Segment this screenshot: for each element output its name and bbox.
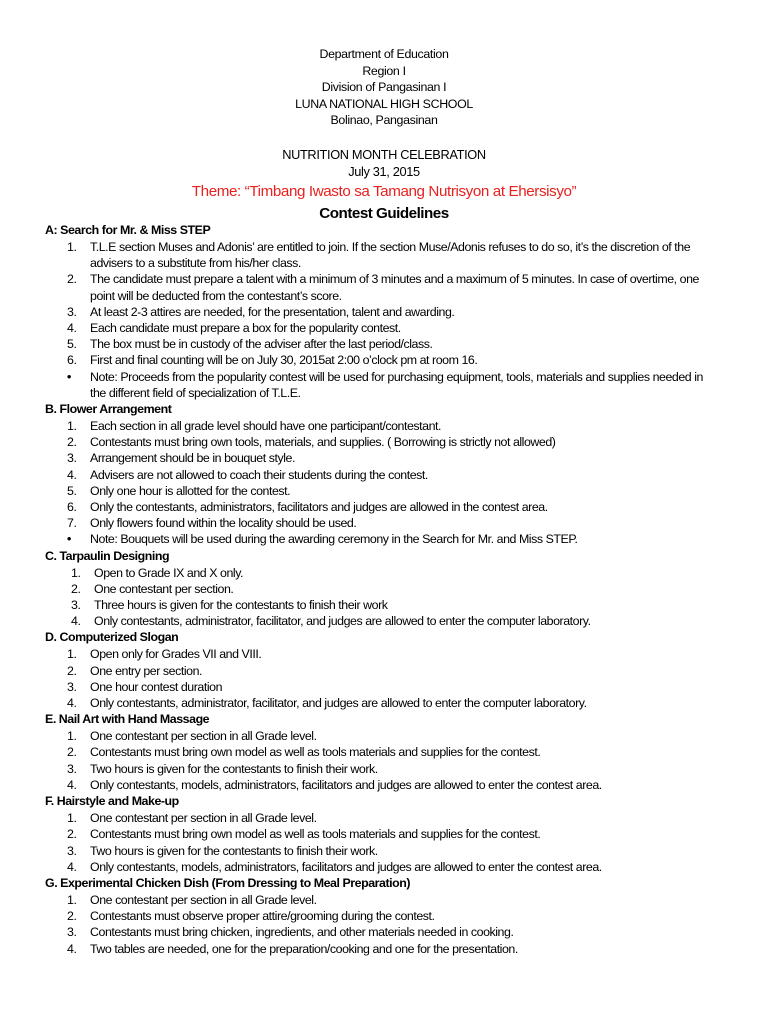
list-item (45, 531, 720, 547)
item-text: Contestants must bring own tools, materials, and supplies. ( Borrowing is strictly not allowed) (90, 435, 556, 450)
list-item (45, 924, 720, 940)
event-title: NUTRITION MONTH CELEBRATION (282, 147, 486, 162)
item-text: T.L.E section Muses and Adonis’ are entitled to join. If the section Muse/Adonis refuses to do so, it’s the discretion of the advisers to a substitute from his/her class. (90, 240, 691, 271)
item-text: Two hours is given for the contestants to finish their work. (90, 843, 378, 858)
item-number: 1. (67, 647, 77, 662)
list-item (45, 843, 720, 859)
list-item (45, 695, 720, 711)
item-text: Each candidate must prepare a box for the popularity contest. (90, 321, 401, 336)
section-title: E. Nail Art with Hand Massage (45, 712, 210, 727)
item-number: 3. (67, 679, 77, 694)
guideline-section (45, 222, 745, 401)
item-number: 2. (67, 745, 77, 760)
list-item (45, 499, 720, 515)
section-title: D. Computerized Slogan (45, 630, 179, 645)
item-number: 5. (67, 337, 77, 352)
item-number: 2. (67, 272, 77, 287)
item-text: Contestants must observe proper attire/grooming during the contest. (90, 909, 435, 924)
item-text: Only contestants, administrator, facilitator, and judges are allowed to enter the computer laboratory. (94, 614, 591, 629)
list-item (45, 761, 720, 777)
guideline-section (45, 401, 745, 548)
item-number: 1. (67, 729, 77, 744)
item-text: Contestants must bring chicken, ingredients, and other materials needed in cooking. (90, 925, 514, 940)
list-item (45, 239, 720, 271)
item-number: 2. (67, 909, 77, 924)
item-text: Each section in all grade level should have one participant/contestant. (90, 419, 442, 434)
item-text: One contestant per section in all Grade level. (90, 892, 317, 907)
list-item (45, 646, 720, 662)
list-item (45, 908, 720, 924)
list-item (45, 941, 720, 957)
item-text: Only contestants, administrator, facilitator, and judges are allowed to enter the computer laboratory. (90, 696, 587, 711)
item-text: Three hours is given for the contestants to finish their work (94, 598, 388, 613)
item-number: 2. (67, 435, 77, 450)
item-text: Two hours is given for the contestants to finish their work. (90, 761, 378, 776)
item-text: At least 2-3 attires are needed, for the presentation, talent and awarding. (90, 304, 455, 319)
item-number: 6. (67, 500, 77, 515)
item-text: Open to Grade IX and X only. (94, 565, 244, 580)
item-number: 4. (67, 859, 77, 874)
list-item (45, 597, 724, 613)
item-number: 2. (71, 581, 81, 596)
list-item (45, 679, 720, 695)
section-title: A: Search for Mr. & Miss STEP (45, 223, 211, 237)
item-text: Only contestants, models, administrators, facilitators and judges are allowed to enter the contest area. (90, 859, 602, 874)
item-text: Note: Bouquets will be used during the awarding ceremony in the Search for Mr. and Miss STEP. (90, 532, 578, 547)
list-item (45, 304, 720, 320)
item-number: 1. (67, 419, 77, 434)
guideline-section (45, 629, 745, 711)
item-number: 3. (67, 843, 77, 858)
item-text: Only the contestants, administrators, facilitators and judges are allowed in the contest area. (90, 500, 548, 515)
letterhead-school: LUNA NATIONAL HIGH SCHOOL (295, 96, 473, 111)
section-title: F. Hairstyle and Make-up (45, 794, 179, 809)
section-title: B. Flower Arrangement (45, 402, 172, 417)
list-item (45, 434, 720, 450)
list-item (45, 581, 724, 597)
item-number: 3. (67, 304, 77, 319)
list-item (45, 515, 720, 531)
guidelines-sections (45, 222, 745, 957)
list-item (45, 336, 720, 352)
item-text: Advisers are not allowed to coach their students during the contest. (90, 467, 428, 482)
list-item (45, 467, 720, 483)
item-text: First and final counting will be on July 30, 2015at 2:00 o’clock pm at room 16. (90, 353, 478, 368)
item-number: 4. (67, 777, 77, 792)
item-number: 2. (67, 663, 77, 678)
item-text: Note: Proceeds from the popularity contest will be used for purchasing equipment, tools, materials and supplies needed in the different field of specialization of T.L.E. (90, 369, 703, 400)
guideline-section (45, 711, 745, 793)
item-number: 4. (67, 467, 77, 482)
item-number: 7. (67, 516, 77, 531)
guideline-section (45, 548, 745, 630)
item-text: Arrangement should be in bouquet style. (90, 451, 295, 466)
letterhead-location: Bolinao, Pangasinan (330, 113, 438, 128)
item-number: 4. (67, 696, 77, 711)
list-item (45, 483, 720, 499)
list-item (45, 369, 720, 401)
item-number: 4. (67, 321, 77, 336)
list-item (45, 744, 720, 760)
letterhead-region: Region I (362, 63, 406, 78)
item-text: Only flowers found within the locality should be used. (90, 516, 357, 531)
list-item (45, 565, 724, 581)
item-number: 3. (67, 451, 77, 466)
letterhead (0, 46, 768, 129)
item-text: Contestants must bring own model as well as tools materials and supplies for the contest. (90, 827, 541, 842)
document-heading: Contest Guidelines (319, 205, 449, 222)
list-item (45, 859, 720, 875)
section-title: G. Experimental Chicken Dish (From Dressing to Meal Preparation) (45, 875, 411, 890)
item-number: 6. (67, 353, 77, 368)
item-text: One contestant per section in all Grade level. (90, 729, 317, 744)
item-text: The candidate must prepare a talent with a minimum of 3 minutes and a maximum of 5 minutes. In case of overtime, one point will be deducted from the contestant’s score. (90, 272, 699, 303)
item-number: 1. (67, 811, 77, 826)
list-item (45, 663, 720, 679)
item-text: Two tables are needed, one for the preparation/cooking and one for the presentation. (90, 941, 518, 956)
item-number: 2. (67, 827, 77, 842)
item-number: 4. (71, 614, 81, 629)
theme-line: Theme: “Timbang Iwasto sa Tamang Nutrisyon at Ehersisyo” (191, 183, 577, 200)
list-item (45, 450, 720, 466)
list-item (45, 320, 720, 336)
item-text: One hour contest duration (90, 679, 223, 694)
item-text: Only one hour is allotted for the contest. (90, 483, 291, 498)
letterhead-department: Department of Education (319, 47, 449, 61)
item-text: One contestant per section. (94, 581, 234, 596)
item-number: 1. (71, 565, 81, 580)
list-item (45, 418, 720, 434)
item-text: The box must be in custody of the adviser after the last period/class. (90, 337, 433, 352)
list-item (45, 352, 720, 368)
item-number: 5. (67, 483, 77, 498)
item-number: 4. (67, 941, 77, 956)
item-text: Contestants must bring own model as well as tools materials and supplies for the contest. (90, 745, 541, 760)
list-item (45, 892, 720, 908)
list-item (45, 728, 720, 744)
list-item (45, 271, 720, 303)
item-number: 3. (71, 598, 81, 613)
bullet-marker: • (67, 369, 71, 384)
item-text: Open only for Grades VII and VIII. (90, 647, 262, 662)
item-number: 3. (67, 925, 77, 940)
section-title: C. Tarpaulin Designing (45, 548, 170, 563)
guideline-section (45, 793, 745, 875)
event-date: July 31, 2015 (348, 163, 420, 179)
item-number: 1. (67, 240, 77, 254)
item-number: 3. (67, 761, 77, 776)
letterhead-division: Division of Pangasinan I (321, 80, 447, 95)
item-text: Only contestants, models, administrators, facilitators and judges are allowed to enter the contest area. (90, 777, 602, 792)
item-text: One entry per section. (90, 663, 203, 678)
list-item (45, 826, 720, 842)
guideline-section (45, 875, 745, 957)
item-text: One contestant per section in all Grade level. (90, 811, 317, 826)
list-item (45, 810, 720, 826)
item-number: 1. (67, 892, 77, 907)
list-item (45, 777, 720, 793)
bullet-marker: • (67, 532, 71, 547)
event-info (0, 147, 768, 180)
list-item (45, 613, 724, 629)
